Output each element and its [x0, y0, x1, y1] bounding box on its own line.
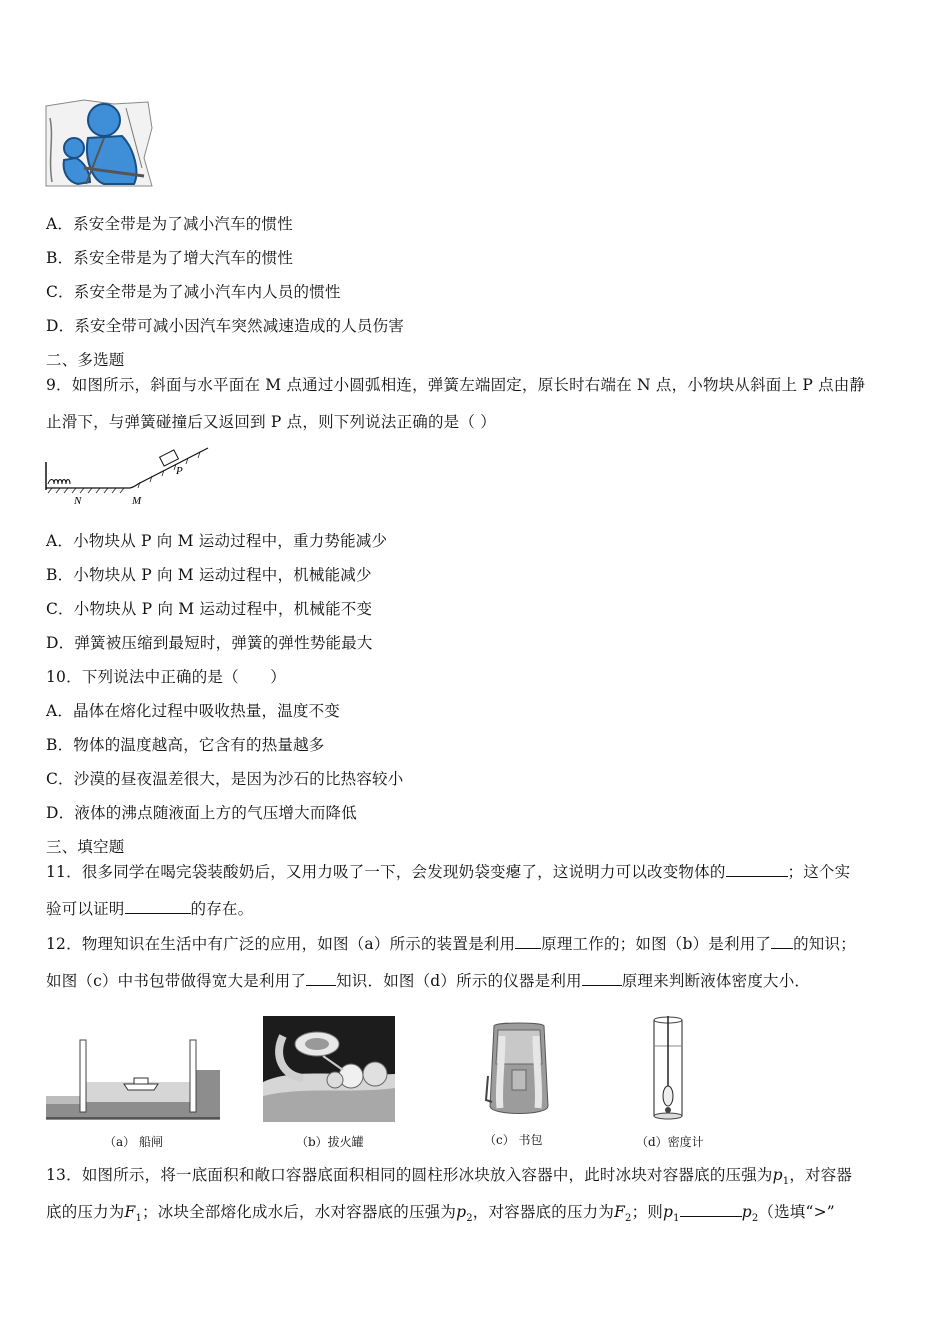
q9-stem-line1: 9．如图所示，斜面与水平面在 M 点通过小圆弧相连，弹簧左端固定，原长时右端在 N 点，小物块从斜面上 P 点由静 [46, 376, 866, 394]
q13-symbol-f1: F [124, 1203, 136, 1221]
q13-line1 [46, 1163, 852, 1187]
q10-option-b: B．物体的温度越高，它含有的热量越多 [46, 736, 325, 754]
q13-blank[interactable] [680, 1202, 742, 1217]
section-multiple-choice: 二、多选题 [46, 351, 125, 369]
seatbelt-figure [44, 98, 156, 190]
q13-text-1a: 13．如图所示，将一底面积和敞口容器底面积相同的圆柱形冰块放入容器中，此时冰块对容器底的压强为 [46, 1166, 773, 1184]
q9-stem-line2: 止滑下，与弹簧碰撞后又返回到 P 点，则下列说法正确的是（ ） [46, 413, 496, 431]
q11-line2 [46, 897, 253, 919]
q12-blank-4[interactable] [582, 971, 622, 986]
q13-text-2d: ；则 [631, 1203, 663, 1221]
section-fill-in: 三、填空题 [46, 838, 125, 856]
caption-c: （c） 书包 [484, 1133, 543, 1147]
q10-option-c: C．沙漠的昼夜温差很大，是因为沙石的比热容较小 [46, 770, 404, 788]
ship-lock-figure [46, 1038, 220, 1120]
q13-sub-2: 2 [466, 1213, 473, 1225]
hydrometer-figure [648, 1016, 688, 1124]
q13-text-1b: ，对容器 [789, 1166, 853, 1184]
q13-symbol-p1b: p [663, 1203, 674, 1221]
q13-symbol-p2: p [456, 1203, 467, 1221]
q8-option-a: A．系安全带是为了减小汽车的惯性 [46, 215, 293, 233]
q13-symbol-p1: p [772, 1166, 783, 1184]
q13-symbol-p2b: p [741, 1203, 752, 1221]
q13-sub-2b: 2 [751, 1213, 759, 1225]
caption-a: （a） 船闸 [104, 1135, 163, 1149]
backpack-figure [484, 1020, 554, 1120]
q12-blank-2[interactable] [771, 934, 793, 949]
q9-option-a: A．小物块从 P 向 M 运动过程中，重力势能减少 [46, 532, 388, 550]
q13-sub-f1: 1 [135, 1213, 143, 1225]
q11-line1 [46, 860, 850, 882]
q11-text-b: ；这个实 [787, 863, 851, 881]
q12-line2 [46, 969, 810, 991]
q10-option-a: A．晶体在熔化过程中吸收热量，温度不变 [46, 702, 340, 720]
q13-sub-f2: 2 [625, 1213, 632, 1225]
label-p: P [176, 465, 183, 477]
q11-text-d: 的存在。 [190, 900, 254, 918]
q12-text-2b: 知识．如图（d）所示的仪器是利用 [336, 972, 582, 990]
q13-text-2b: ；冰块全部熔化成水后，水对容器底的压强为 [142, 1203, 457, 1221]
q13-text-2c: ，对容器底的压力为 [472, 1203, 615, 1221]
label-m: M [132, 495, 142, 507]
q13-sub-1: 1 [782, 1176, 790, 1188]
q13-text-2e: （选填“>” [758, 1203, 835, 1221]
q12-text-1c: 的知识； [793, 935, 856, 953]
q12-blank-3[interactable] [306, 971, 336, 986]
q8-option-b: B．系安全带是为了增大汽车的惯性 [46, 249, 294, 267]
q13-line2 [46, 1200, 835, 1224]
q8-option-c: C．系安全带是为了减小汽车内人员的惯性 [46, 283, 341, 301]
q12-text-2c: 原理来判断液体密度大小． [621, 972, 811, 990]
q12-text-2a: 如图（c）中书包带做得宽大是利用了 [46, 972, 307, 990]
q12-text-1a: 12．物理知识在生活中有广泛的应用，如图（a）所示的装置是利用 [46, 935, 516, 953]
label-n: N [74, 495, 82, 507]
q11-text-c: 验可以证明 [46, 900, 125, 918]
caption-d: （d）密度计 [636, 1135, 704, 1149]
q12-line1 [46, 932, 856, 954]
q9-option-c: C．小物块从 P 向 M 运动过程中，机械能不变 [46, 600, 373, 618]
caption-b: （b）拔火罐 [296, 1135, 364, 1149]
q13-symbol-f2: F [614, 1203, 626, 1221]
q13-sub-1b: 1 [673, 1213, 680, 1225]
q12-text-1b: 原理工作的；如图（b）是利用了 [541, 935, 772, 953]
q13-text-2a: 底的压力为 [46, 1203, 125, 1221]
q11-blank-2[interactable] [125, 899, 191, 914]
cupping-figure [263, 1016, 395, 1122]
incline-spring-figure [44, 440, 214, 508]
q8-option-d: D．系安全带可减小因汽车突然减速造成的人员伤害 [46, 317, 405, 335]
q11-blank-1[interactable] [726, 862, 788, 877]
q9-option-d: D．弹簧被压缩到最短时，弹簧的弹性势能最大 [46, 634, 373, 652]
q11-text-a: 11．很多同学在喝完袋装酸奶后，又用力吸了一下，会发现奶袋变瘪了，这说明力可以改变物体的 [46, 863, 726, 881]
q10-option-d: D．液体的沸点随液面上方的气压增大而降低 [46, 804, 357, 822]
q10-stem: 10．下列说法中正确的是（ ） [46, 668, 286, 686]
q9-option-b: B．小物块从 P 向 M 运动过程中，机械能减少 [46, 566, 372, 584]
q12-blank-1[interactable] [515, 934, 541, 949]
